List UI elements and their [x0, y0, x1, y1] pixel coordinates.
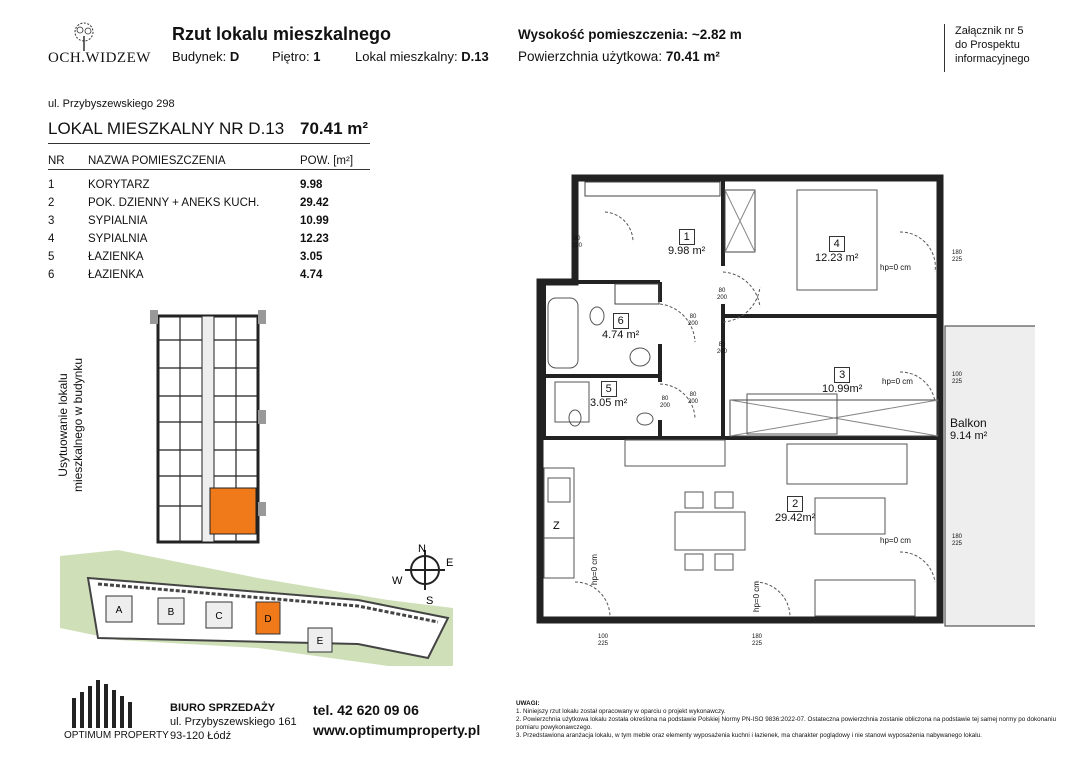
building-e-label: E — [316, 636, 324, 647]
compass-icon — [390, 540, 460, 606]
optimum-property-logo-icon — [68, 680, 140, 728]
fridge-mark: Z — [553, 520, 560, 532]
svg-text:W: W — [392, 575, 403, 587]
divider — [48, 143, 370, 144]
balcony-area: 9.14 m² — [950, 430, 988, 442]
door-dimension: 80 200 — [688, 314, 699, 327]
phone-link[interactable]: tel. 42 620 09 06 — [313, 702, 419, 718]
svg-text:N: N — [418, 543, 426, 555]
sales-street: ul. Przybyszewskiego 161 — [170, 716, 297, 728]
room-5-label: 5 3.05 m² — [590, 383, 628, 409]
table-row: 5 ŁAZIENKA 3.05 — [48, 251, 323, 263]
unit-info: Lokal mieszkalny: D.13 — [355, 49, 489, 64]
svg-text:S: S — [426, 595, 434, 606]
building-c-label: C — [215, 611, 223, 622]
website-link[interactable]: www.optimumproperty.pl — [313, 722, 481, 738]
sill-height: hp=0 cm — [880, 263, 911, 272]
room-height: Wysokość pomieszczenia: ~2.82 m — [518, 27, 742, 42]
room-1-label: 1 9.98 m² — [668, 231, 706, 257]
table-header: NR NAZWA POMIESZCZENIA POW. [m²] — [48, 154, 354, 167]
room-3-label: 3 10.99m² — [822, 369, 863, 395]
page-title: Rzut lokalu mieszkalnego — [172, 24, 392, 44]
company-name: OPTIMUM PROPERTY — [64, 730, 169, 741]
sales-city: 93-120 Łódź — [170, 730, 232, 742]
table-row: 2 POK. DZIENNY + ANEKS KUCH. 29.42 — [48, 197, 329, 209]
tree-logo-icon — [70, 22, 98, 52]
location-caption: Usytuowanie lokalu mieszkalnego w budynku — [56, 357, 85, 493]
door-dimension: 80 200 — [660, 396, 671, 409]
room-6-label: 6 4.74 m² — [602, 315, 640, 341]
unit-title: LOKAL MIESZKALNY NR D.13 — [48, 119, 285, 138]
unit-area: 70.41 m² — [300, 119, 369, 138]
notes: UWAGI: 1. Niniejszy rzut lokalu został opracowany w oparciu o projekt wykonawczy. 2. Powierzchnia użytkowa lokalu została określona na podstawie Polskiej Normy PN-ISO 9836:2022-07. Ostateczna powierzchnia zostanie obliczona na podstawie tej samej normy po dokonaniu pomiaru powykonawczego. 3. Przedstawiona aranżacja lokalu, w tym meble oraz elementy wyposażenia kuchni i łazienek, ma charakter poglądowy i nie stanowi wyposażenia nabywanego lokalu. — [516, 700, 1057, 739]
usable-area: Powierzchnia użytkowa: 70.41 m² — [518, 49, 720, 64]
door-dimension: 90 200 — [572, 236, 583, 249]
window-dimension: 100 225 — [598, 634, 609, 647]
sill-height: hp=0 cm — [882, 377, 913, 386]
window-dimension: 180 225 — [752, 634, 763, 647]
floor-info: Piętro: 1 — [272, 49, 321, 64]
room-4-label: 4 12.23 m² — [815, 238, 859, 264]
door-dimension: 80 200 — [717, 342, 728, 355]
svg-text:E: E — [446, 557, 454, 569]
building-b-label: B — [167, 607, 175, 618]
sill-height: hp=0 cm — [880, 536, 911, 545]
rooms-table — [48, 152, 370, 284]
table-row: 1 KORYTARZ 9.98 — [48, 179, 323, 191]
address: ul. Przybyszewskiego 298 — [48, 98, 175, 110]
table-row: 4 SYPIALNIA 12.23 — [48, 233, 329, 245]
building-d-label: D — [264, 614, 272, 625]
building-info: Budynek: D — [172, 49, 240, 64]
sales-office-label: BIURO SPRZEDAŻY — [170, 702, 276, 714]
brand-logo-text: OCH.WIDZEW — [48, 50, 151, 66]
table-row: 6 ŁAZIENKA 4.74 — [48, 269, 323, 281]
building-floor-plan — [150, 310, 270, 550]
window-dimension: 100 225 — [952, 372, 963, 385]
balcony-label: Balkon — [950, 416, 987, 430]
room-2-label: 2 29.42m² — [775, 498, 816, 524]
door-dimension: 80 200 — [717, 288, 728, 301]
sill-height: hp=0 cm — [752, 581, 761, 612]
attachment-note: Załącznik nr 5 do Prospektu informacyjnego — [944, 24, 1065, 72]
table-row: 3 SYPIALNIA 10.99 — [48, 215, 329, 227]
window-dimension: 180 225 — [952, 250, 963, 263]
sill-height: hp=0 cm — [590, 554, 599, 585]
highlighted-unit — [210, 488, 256, 534]
door-dimension: 80 200 — [688, 392, 699, 405]
building-a-label: A — [115, 605, 123, 616]
window-dimension: 180 225 — [952, 534, 963, 547]
